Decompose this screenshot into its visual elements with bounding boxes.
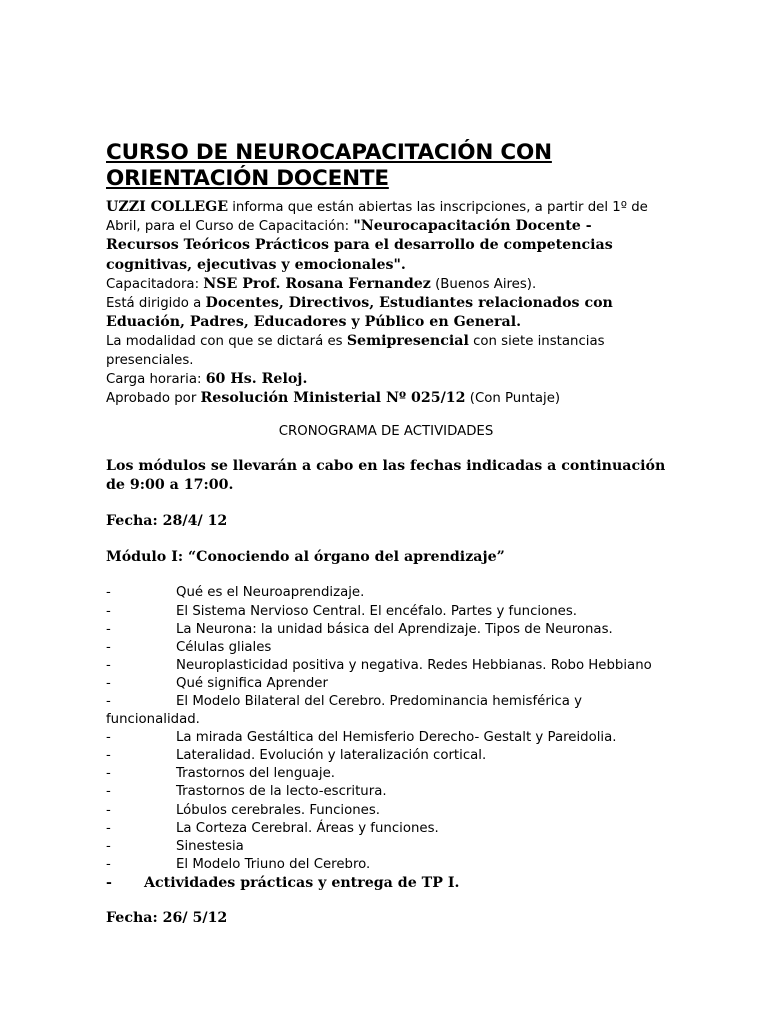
topic-text: La mirada Gestáltica del Hemisferio Derecho- Gestalt y Pareidolia.	[176, 730, 617, 746]
list-item	[106, 729, 666, 747]
audience-label: Está dirigido a	[106, 296, 206, 312]
topic-text: El Sistema Nervioso Central. El encéfalo. Partes y funciones.	[176, 603, 577, 619]
date-1: Fecha: 28/4/ 12	[106, 513, 228, 530]
list-item	[106, 693, 666, 729]
modality-line	[106, 332, 666, 369]
intro-block	[106, 198, 666, 408]
spacer	[106, 892, 666, 909]
dash-marker: -	[106, 603, 111, 619]
list-item	[106, 603, 666, 621]
hours-line	[106, 370, 666, 389]
audience-value: Docentes, Directivos, Estudiantes relacionados con Eduación, Padres, Educadores y Público en General.	[106, 295, 613, 331]
list-item	[106, 765, 666, 783]
dash-marker: -	[106, 856, 111, 872]
dash-marker: -	[106, 621, 111, 637]
dash-marker: -	[106, 675, 111, 691]
approval-line	[106, 389, 666, 408]
list-item	[106, 584, 666, 602]
list-item	[106, 838, 666, 856]
modality-label: La modalidad con que se dictará es	[106, 334, 347, 350]
document-title	[106, 140, 666, 192]
topic-text: Qué significa Aprender	[176, 675, 328, 691]
dash-marker: -	[106, 585, 111, 601]
topic-text: Neuroplasticidad positiva y negativa. Redes Hebbianas. Robo Hebbiano	[176, 657, 652, 673]
trainer-place: (Buenos Aires).	[430, 276, 537, 292]
list-item	[106, 657, 666, 675]
intro-paragraph	[106, 198, 666, 275]
title-line-2: ORIENTACIÓN DOCENTE	[106, 166, 389, 191]
list-item	[106, 675, 666, 693]
modules-note: Los módulos se llevarán a cabo en las fechas indicadas a continuación de 9:00 a 17:00.	[106, 458, 666, 494]
hours-label: Carga horaria:	[106, 371, 206, 387]
trainer-label: Capacitadora:	[106, 276, 204, 292]
list-item	[106, 820, 666, 838]
module-1-title: Módulo I: “Conociendo al órgano del aprendizaje”	[106, 549, 505, 566]
dash-marker: -	[106, 802, 111, 818]
hours-value: 60 Hs. Reloj.	[205, 370, 308, 387]
list-item	[106, 856, 666, 874]
approval-rest: (Con Puntaje)	[465, 391, 561, 407]
topic-text: Lateralidad. Evolución y lateralización cortical.	[176, 748, 487, 764]
dash-marker: -	[106, 748, 111, 764]
dash-marker: -	[106, 730, 111, 746]
topic-text: Trastornos del lenguaje.	[176, 766, 335, 782]
date-2: Fecha: 26/ 5/12	[106, 910, 228, 927]
dash-marker: -	[106, 784, 111, 800]
approval-label: Aprobado por	[106, 391, 201, 407]
dash-marker: -	[106, 820, 111, 836]
list-item	[106, 802, 666, 820]
trainer-line	[106, 275, 666, 294]
dash-marker: -	[106, 874, 112, 891]
org-name: UZZI COLLEGE	[106, 199, 229, 215]
schedule-heading: CRONOGRAMA DE ACTIVIDADES	[278, 424, 494, 440]
topic-text: Qué es el Neuroaprendizaje.	[176, 585, 365, 601]
spacer	[106, 531, 666, 548]
dash-marker: -	[106, 694, 111, 709]
intro-text: informa que están abiertas las inscripciones, a partir del 1º de Abril, para el Curso de Capacitación:	[106, 200, 648, 235]
list-item	[106, 639, 666, 657]
topic-text: El Modelo Bilateral del Cerebro. Predominancia hemisférica y funcionalidad.	[106, 694, 583, 728]
dash-marker: -	[106, 639, 111, 655]
list-item	[106, 783, 666, 801]
topic-text: El Modelo Triuno del Cerebro.	[176, 856, 371, 872]
list-item	[106, 747, 666, 765]
topic-text: Trastornos de la lecto-escritura.	[176, 784, 387, 800]
modality-value: Semipresencial	[346, 333, 469, 350]
audience-line	[106, 294, 666, 332]
trainer-name: NSE Prof. Rosana Fernandez	[203, 275, 431, 292]
topic-text: La Corteza Cerebral. Áreas y funciones.	[176, 820, 439, 836]
modality-rest: con siete instancias presenciales.	[106, 334, 605, 368]
topic-text: Sinestesia	[176, 838, 244, 854]
list-item	[106, 621, 666, 639]
topic-text: Actividades prácticas y entrega de TP I.	[144, 874, 460, 891]
spacer	[106, 567, 666, 584]
topic-text: Células gliales	[176, 639, 272, 655]
module-1-topic-list	[106, 584, 666, 892]
dash-marker: -	[106, 766, 111, 782]
list-item	[106, 874, 666, 892]
approval-value: Resolución Ministerial Nº 025/12	[200, 390, 466, 407]
course-name: "Neurocapacitación Docente - Recursos Teóricos Prácticos para el desarrollo de competencias cognitivas, ejecutivas y emocionales".	[106, 218, 613, 273]
title-line-1: CURSO DE NEUROCAPACITACIÓN CON	[106, 140, 552, 165]
spacer	[106, 495, 666, 512]
dash-marker: -	[106, 838, 111, 854]
topic-text: Lóbulos cerebrales. Funciones.	[176, 802, 380, 818]
document-page	[106, 140, 666, 928]
dash-marker: -	[106, 657, 111, 673]
topic-text: La Neurona: la unidad básica del Aprendizaje. Tipos de Neuronas.	[176, 621, 613, 637]
